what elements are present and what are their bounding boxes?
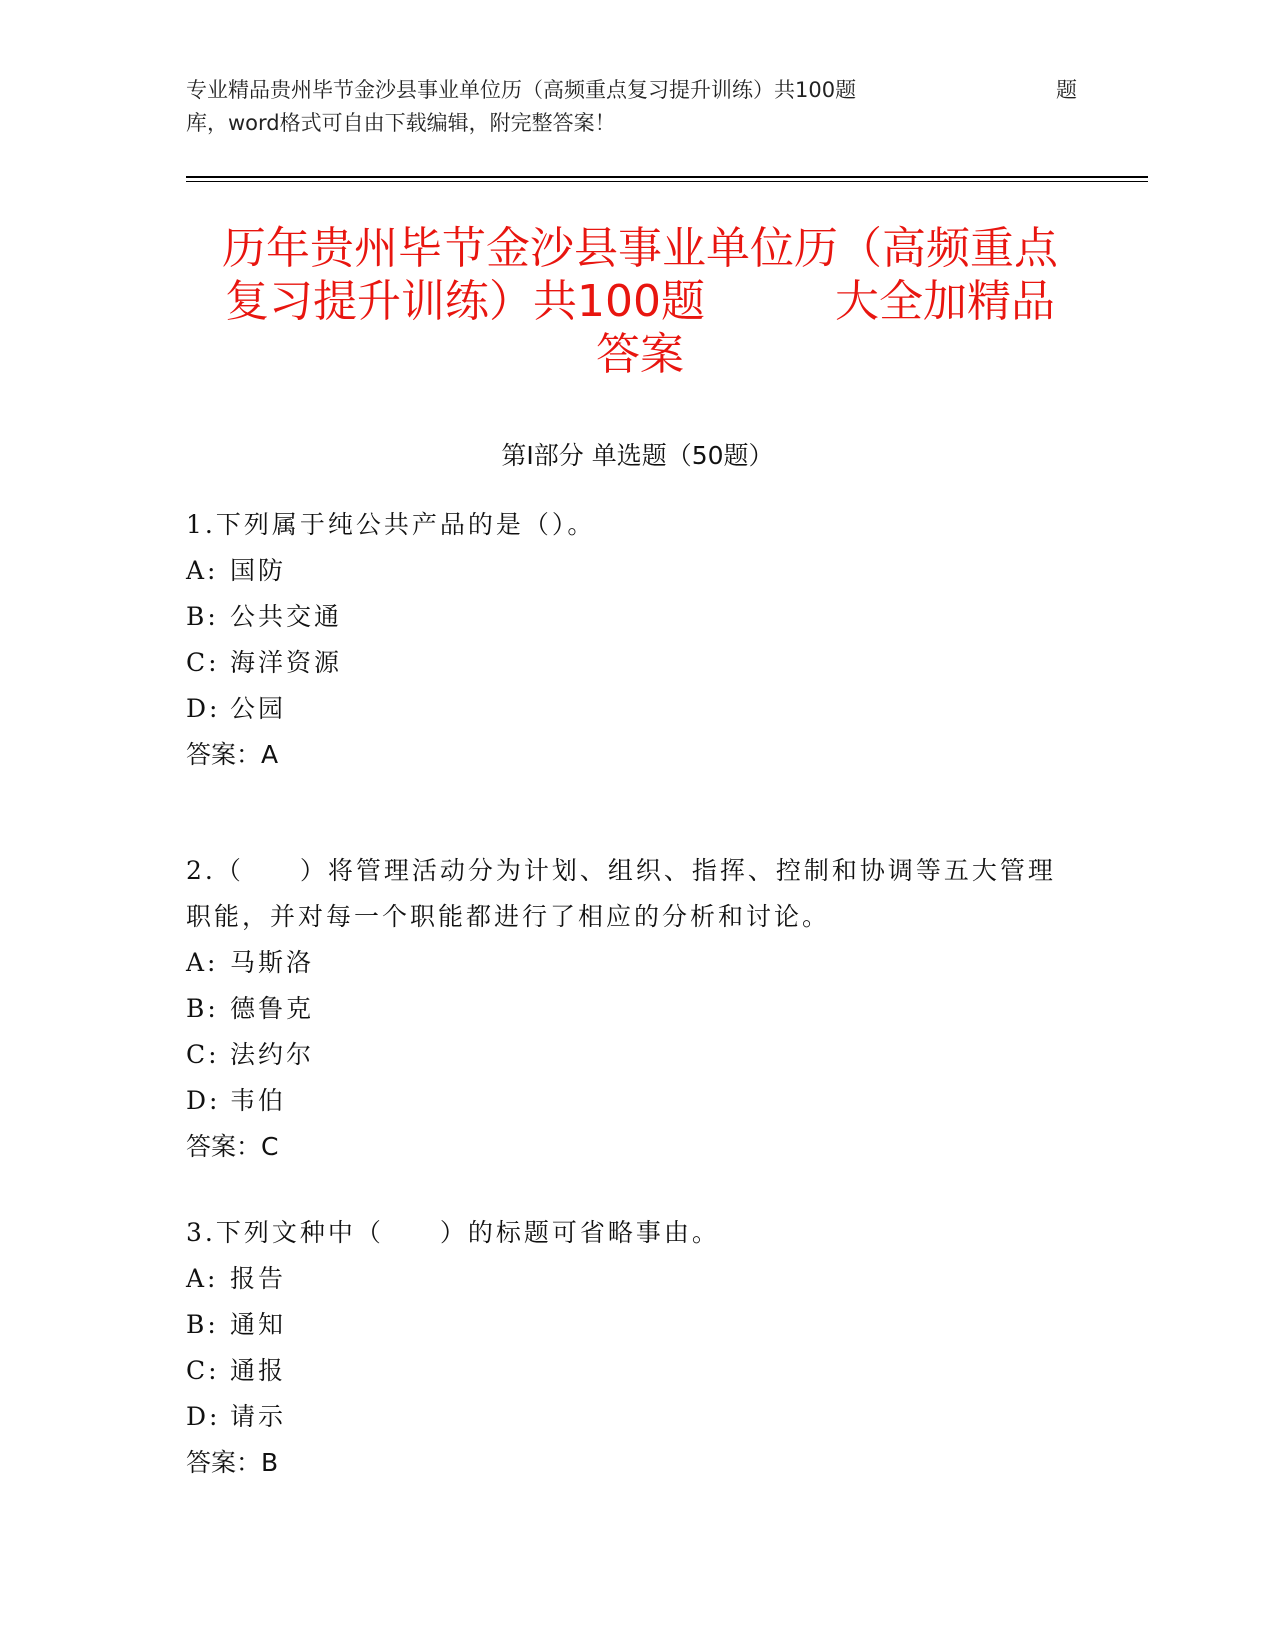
option-letter: B: <box>186 1310 219 1339</box>
option-letter: A: <box>186 556 219 585</box>
document-header <box>186 74 1086 140</box>
question-2-text: 2.（ ）将管理活动分为计划、组织、指挥、控制和协调等五大管理职能，并对每一个职能都进行了相应的分析和讨论。 <box>186 856 1056 931</box>
question-3-option-c <box>186 1348 1066 1394</box>
option-text: 通知 <box>230 1310 287 1339</box>
header-line-1-text: 专业精品贵州毕节金沙县事业单位历（高频重点复习提升训练）共100题 <box>186 78 857 102</box>
question-3-text: 3.下列文种中（ ）的标题可省略事由。 <box>186 1218 720 1247</box>
title-line-3: 答案 <box>596 329 684 380</box>
question-1-answer: 答案：A <box>186 740 279 769</box>
option-letter: C: <box>186 1356 220 1385</box>
question-2 <box>186 848 1066 1170</box>
question-3 <box>186 1210 1066 1486</box>
question-2-option-a <box>186 940 1066 986</box>
option-letter: A: <box>186 948 219 977</box>
option-text: 公园 <box>230 694 287 723</box>
option-text: 法约尔 <box>230 1040 315 1069</box>
option-letter: D: <box>186 694 221 723</box>
header-divider-thin <box>186 181 1148 182</box>
title-line-1: 历年贵州毕节金沙县事业单位历（高频重点 <box>222 223 1058 274</box>
question-1-text: 1.下列属于纯公共产品的是（）。 <box>186 510 596 539</box>
option-text: 通报 <box>230 1356 287 1385</box>
header-divider-thick <box>186 176 1148 178</box>
title-line-2-part-b: 大全加精品 <box>834 276 1055 327</box>
option-text: 公共交通 <box>230 602 343 631</box>
option-letter: D: <box>186 1086 221 1115</box>
question-2-answer: 答案：C <box>186 1132 279 1161</box>
option-letter: B: <box>186 994 219 1023</box>
question-3-option-d <box>186 1394 1066 1440</box>
title-line-2 <box>190 275 1090 328</box>
question-3-answer: 答案：B <box>186 1448 279 1477</box>
question-1-option-a <box>186 548 1066 594</box>
question-1-option-d <box>186 686 1066 732</box>
option-text: 德鲁克 <box>230 994 315 1023</box>
option-letter: D: <box>186 1402 221 1431</box>
header-line-2: 库，word格式可自由下载编辑，附完整答案！ <box>186 111 616 135</box>
option-text: 马斯洛 <box>230 948 315 977</box>
question-3-option-a <box>186 1256 1066 1302</box>
option-letter: C: <box>186 1040 220 1069</box>
option-text: 报告 <box>230 1264 287 1293</box>
question-3-option-b <box>186 1302 1066 1348</box>
question-1 <box>186 502 1066 778</box>
question-2-option-c <box>186 1032 1066 1078</box>
question-2-option-d <box>186 1078 1066 1124</box>
question-2-option-b <box>186 986 1066 1032</box>
option-letter: B: <box>186 602 219 631</box>
question-1-option-b <box>186 594 1066 640</box>
question-1-option-c <box>186 640 1066 686</box>
title-line-2-part-a: 复习提升训练）共100题 <box>225 276 705 327</box>
section-heading: 第Ⅰ部分 单选题（50题） <box>501 441 774 470</box>
option-text: 国防 <box>230 556 287 585</box>
header-line-1-trail: 题 <box>1056 78 1077 102</box>
document-title <box>190 222 1090 381</box>
option-letter: C: <box>186 648 220 677</box>
option-text: 韦伯 <box>230 1086 287 1115</box>
option-letter: A: <box>186 1264 219 1293</box>
option-text: 海洋资源 <box>230 648 343 677</box>
header-line-1 <box>186 74 1086 107</box>
option-text: 请示 <box>230 1402 287 1431</box>
